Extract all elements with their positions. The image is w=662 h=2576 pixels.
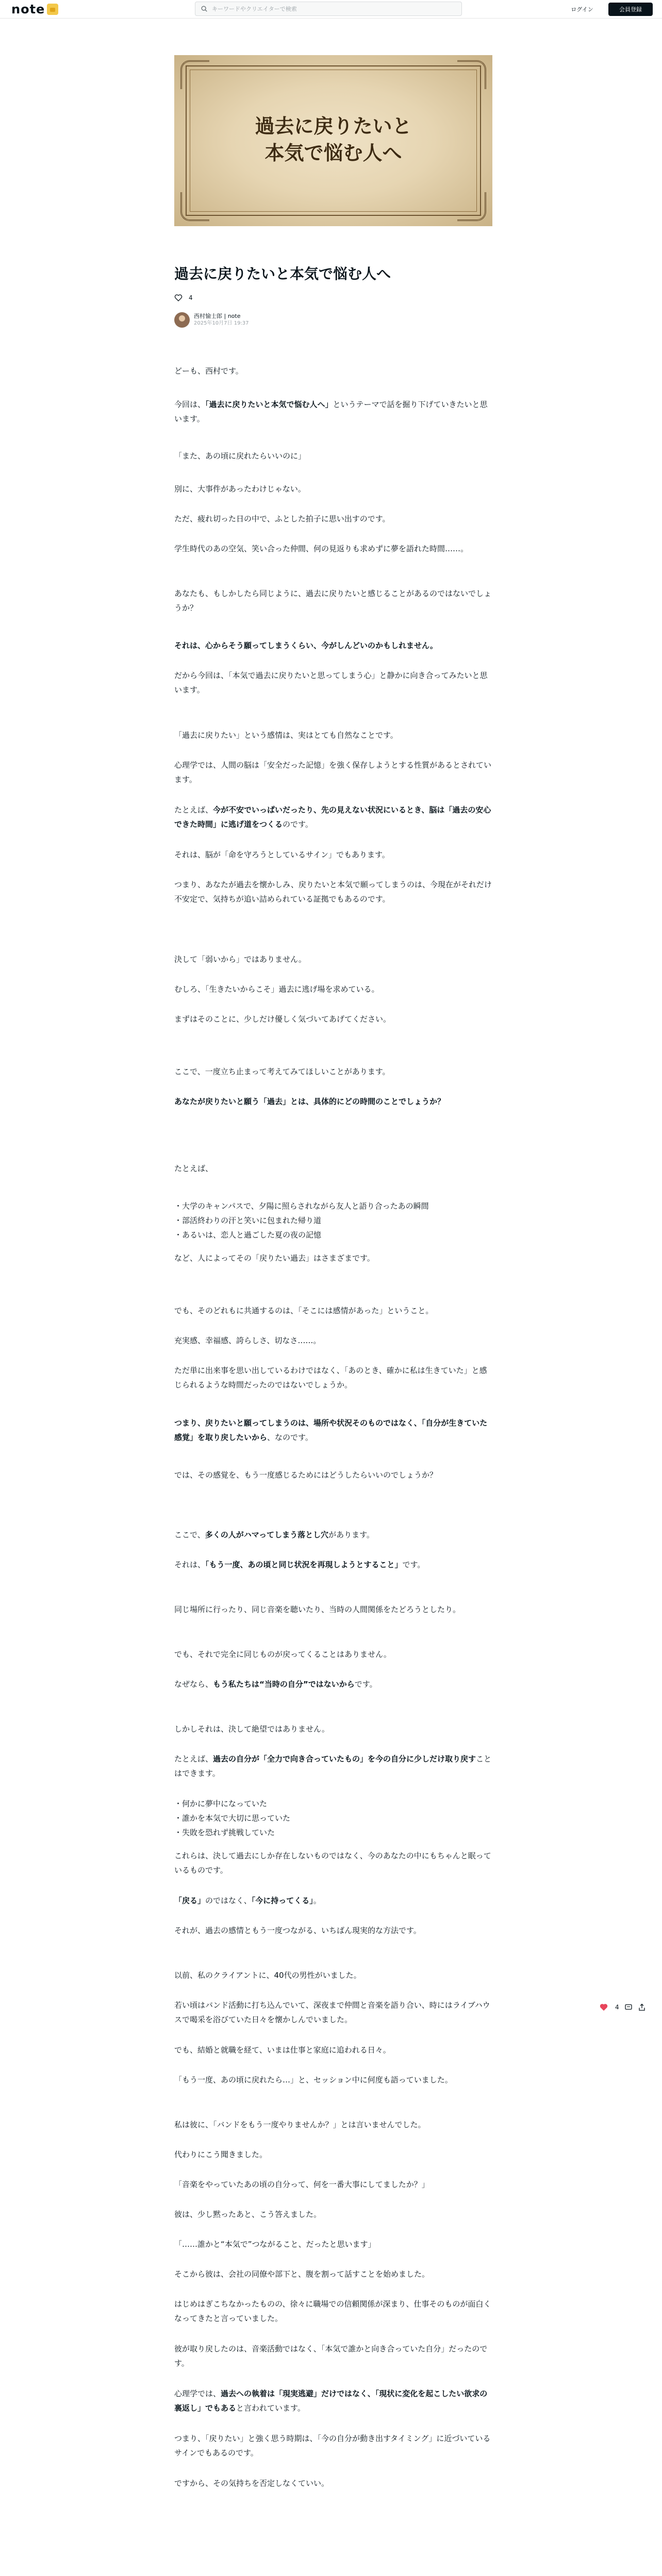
like-button[interactable] (174, 294, 193, 302)
share-icon[interactable] (638, 2003, 646, 2011)
ornament-corner (457, 60, 486, 89)
article-title: 過去に戻りたいと本気で悩む人へ (174, 265, 391, 282)
body-paragraph: つまり、「戻りたい」と強く思う時期は、「今の自分が動き出すタイミング」に近づいているサインでもあるのです。 (174, 2434, 491, 2458)
body-paragraph: 彼は、少し黙ったあと、こう答えました。 (174, 2210, 322, 2219)
ornament-corner (457, 192, 486, 221)
body-paragraph: 同じ場所に行ったり、同じ音楽を聴いたり、当時の人間関係をたどろうとしたり。 (174, 1605, 461, 1614)
like-count: 4 (189, 294, 193, 301)
body-paragraph: だから今回は、「本気で過去に戻りたいと思ってしまう心」と静かに向き合ってみたいと思います。 (174, 671, 488, 694)
emphasis-text: 今が不安でいっぱいだったり、先の見えない状況にいるとき、脳は「過去の安心できた時間」に逃げ道をつくる (174, 805, 491, 829)
body-paragraph: ただ、疲れ切った日の中で、ふとした拍子に思い出すのです。 (174, 514, 390, 523)
body-paragraph: 私は彼に、「バンドをもう一度やりませんか？」とは言いませんでした。 (174, 2120, 426, 2129)
eyecatch-title (174, 113, 492, 166)
body-paragraph: でも、そのどれもに共通するのは、「そこには感情があった」ということ。 (174, 1306, 434, 1315)
body-paragraph (174, 638, 492, 653)
body-paragraph: 心理学では、人間の脳は「安全だった記憶」を強く保存しようとする性質があるとされています。 (174, 760, 492, 784)
body-list: ・大学のキャンパスで、夕陽に照らされながら友人と語り合ったあの瞬間 ・部活終わりの汗と笑いに包まれた帰り道 ・あるいは、恋人と過ごした夏の夜の記憶 (174, 1201, 429, 1240)
search-input[interactable]: キーワードやクリエイターで検索 (212, 6, 297, 12)
login-button[interactable]: ログイン (559, 3, 605, 16)
logo-badge-icon (47, 4, 58, 15)
heart-icon[interactable] (600, 2003, 608, 2011)
like-count: 4 (615, 2004, 619, 2011)
body-paragraph: ここで、多くの人がハマってしまう落とし穴があります。 (174, 1530, 374, 1539)
body-paragraph: ですから、その気持ちを否定しなくていい。 (174, 2479, 329, 2488)
ornament-corner (180, 60, 209, 89)
heart-icon (174, 294, 183, 302)
body-paragraph: 「過去に戻りたい」という感情は、実はとても自然なことです。 (174, 731, 398, 740)
ornament-corner (180, 192, 209, 221)
body-paragraph: はじめはぎこちなかったものの、徐々に職場での信頼関係が深まり、仕事そのものが面白くなってきたと言っていました。 (174, 2299, 491, 2323)
author-block[interactable] (174, 312, 249, 328)
body-paragraph: 心理学では、過去への執着は「現実逃避」だけではなく、「現状に変化を起こしたい欲求の裏返し」でもあると言われています。 (174, 2389, 488, 2413)
body-paragraph: など、人によってその「戻りたい過去」はさまざまです。 (174, 1253, 375, 1263)
body-paragraph: 別に、大事件があったわけじゃない。 (174, 484, 306, 494)
search-box[interactable] (195, 2, 462, 16)
body-paragraph: 充実感、幸福感、誇らしさ、切なさ……。 (174, 1336, 321, 1345)
emphasis-text: つまり、戻りたいと願ってしまうのは、場所や状況そのものではなく、「自分が生きていた感覚」を取り戻したいから (174, 1418, 488, 1442)
signup-button[interactable]: 会員登録 (608, 3, 653, 16)
body-paragraph: でも、結婚と就職を経て、いまは仕事と家庭に追われる日々。 (174, 2045, 391, 2055)
body-paragraph: でも、それで完全に同じものが戻ってくることはありません。 (174, 1650, 391, 1659)
body-paragraph: 学生時代のあの空気、笑い合った仲間、何の見返りも求めずに夢を語れた時間……。 (174, 544, 469, 553)
site-header (0, 0, 662, 19)
body-list: ・何かに夢中になっていた ・誰かを本気で大切に思っていた ・失敗を恐れず挑戦していた (174, 1799, 291, 1837)
body-paragraph: 「音楽をやっていたあの頃の自分って、何を一番大事にしてましたか？」 (174, 2180, 429, 2189)
body-paragraph: むしろ、「生きたいからこそ」過去に逃げ場を求めている。 (174, 985, 379, 994)
body-paragraph: そこから彼は、会社の同僚や部下と、腹を割って話すことを始めました。 (174, 2269, 430, 2279)
body-paragraph: 代わりにこう聞きました。 (174, 2150, 268, 2159)
body-paragraph: なぜなら、もう私たちは“当時の自分”ではないからです。 (174, 1680, 377, 1689)
logo-text: note (11, 2, 45, 16)
body-paragraph: 「戻る」のではなく、「今に持ってくる」。 (174, 1896, 321, 1905)
body-paragraph: それは、脳が「命を守ろうとしているサイン」でもあります。 (174, 850, 390, 859)
body-paragraph: 今回は、「過去に戻りたいと本気で悩む人へ」というテーマで話を掘り下げていきたいと思います。 (174, 400, 488, 423)
author-meta (194, 313, 249, 327)
body-paragraph: しかしそれは、決して絶望ではありません。 (174, 1724, 329, 1734)
body-paragraph: たとえば、今が不安でいっぱいだったり、先の見えない状況にいるとき、脳は「過去の安心できた時間」に逃げ道をつくるのです。 (174, 805, 491, 829)
comment-icon[interactable] (624, 2003, 633, 2011)
eyecatch-title-line: 過去に戻りたいと (255, 114, 412, 138)
emphasis-text: 「もう一度、あの頃と同じ状況を再現しようとすること」 (205, 1560, 403, 1569)
eyecatch-image (174, 55, 492, 226)
emphasis-text: 多くの人がハマってしまう落とし穴 (205, 1530, 329, 1539)
body-paragraph: あなたも、もしかしたら同じように、過去に戻りたいと感じることがあるのではないでしょうか？ (174, 589, 492, 613)
body-paragraph: つまり、あなたが過去を懐かしみ、戻りたいと本気で願ってしまうのは、今現在がそれだけ不安定で、気持ちが追い詰められている証拠でもあるのです。 (174, 880, 492, 904)
emphasis-text: 「今に持ってくる」 (251, 1896, 313, 1905)
body-paragraph: それが、過去の感情ともう一度つながる、いちばん現実的な方法です。 (174, 1926, 421, 1935)
floating-actions (600, 2003, 651, 2011)
body-paragraph: たとえば、 (174, 1164, 213, 1173)
publish-date: 2025年10月7日 19:37 (194, 320, 249, 326)
emphasis-text: 過去の自分が「全力で向き合っていたもの」を今の自分に少しだけ取り戻す (213, 1754, 476, 1764)
emphasis-text: 「戻る」 (174, 1896, 206, 1905)
avatar[interactable] (174, 312, 190, 328)
body-paragraph: 「もう一度、あの頃に戻れたら…」と、セッション中に何度も語っていました。 (174, 2075, 453, 2084)
body-paragraph: では、その感覚を、もう一度感じるためにはどうしたらいいのでしょうか？ (174, 1470, 438, 1480)
author-name[interactable]: 西村愉士郎 | note (194, 313, 241, 319)
emphasis-text: もう私たちは“当時の自分”ではないから (213, 1680, 355, 1689)
note-logo[interactable] (11, 2, 58, 16)
body-paragraph: ここで、一度立ち止まって考えてみてほしいことがあります。 (174, 1067, 390, 1076)
body-paragraph (174, 1094, 492, 1109)
body-paragraph: 若い頃はバンド活動に打ち込んでいて、深夜まで仲間と音楽を語り合い、時にはライブハウスで喝采を浴びていた日々を懐かしんでいました。 (174, 2001, 490, 2024)
body-paragraph: 彼が取り戻したのは、音楽活動ではなく、「本気で誰かと向き合っていた自分」だったのです。 (174, 2344, 488, 2368)
body-paragraph: それは、「もう一度、あの頃と同じ状況を再現しようとすること」です。 (174, 1560, 425, 1569)
emphasis-text: 過去への執着は「現実逃避」だけではなく、「現状に変化を起こしたい欲求の裏返し」でもある (174, 2389, 488, 2413)
emphasis-text: それは、心からそう願ってしまうくらい、今がしんどいのかもしれません。 (174, 641, 438, 650)
body-paragraph: まずはそのことに、少しだけ優しく気づいてあげてください。 (174, 1014, 391, 1024)
body-paragraph: 「……誰かと“本気で”つながること、だったと思います」 (174, 2240, 376, 2249)
eyecatch-title-line: 本気で悩む人へ (264, 141, 402, 164)
body-paragraph: 以前、私のクライアントに、40代の男性がいました。 (174, 1971, 361, 1980)
body-paragraph: これらは、決して過去にしか存在しないものではなく、今のあなたの中にもちゃんと眠っているものです。 (174, 1851, 491, 1875)
body-paragraph: 決して「弱いから」ではありません。 (174, 955, 306, 964)
emphasis-text: 「過去に戻りたいと本気で悩む人へ」 (205, 400, 333, 409)
body-paragraph: どーも、西村です。 (174, 366, 243, 376)
body-paragraph: つまり、戻りたいと願ってしまうのは、場所や状況そのものではなく、「自分が生きていた感覚」を取り戻したいから、なのです。 (174, 1418, 488, 1442)
emphasis-text: あなたが戻りたいと願う「過去」とは、具体的にどの時間のことでしょうか？ (174, 1097, 445, 1106)
body-paragraph: たとえば、過去の自分が「全力で向き合っていたもの」を今の自分に少しだけ取り戻すことはできます。 (174, 1754, 492, 1778)
search-icon (201, 5, 208, 12)
body-paragraph: ただ単に出来事を思い出しているわけではなく、「あのとき、確かに私は生きていた」と感じられるような時間だったのではないでしょうか。 (174, 1366, 487, 1389)
body-paragraph: 「また、あの頃に戻れたらいいのに」 (174, 451, 306, 461)
